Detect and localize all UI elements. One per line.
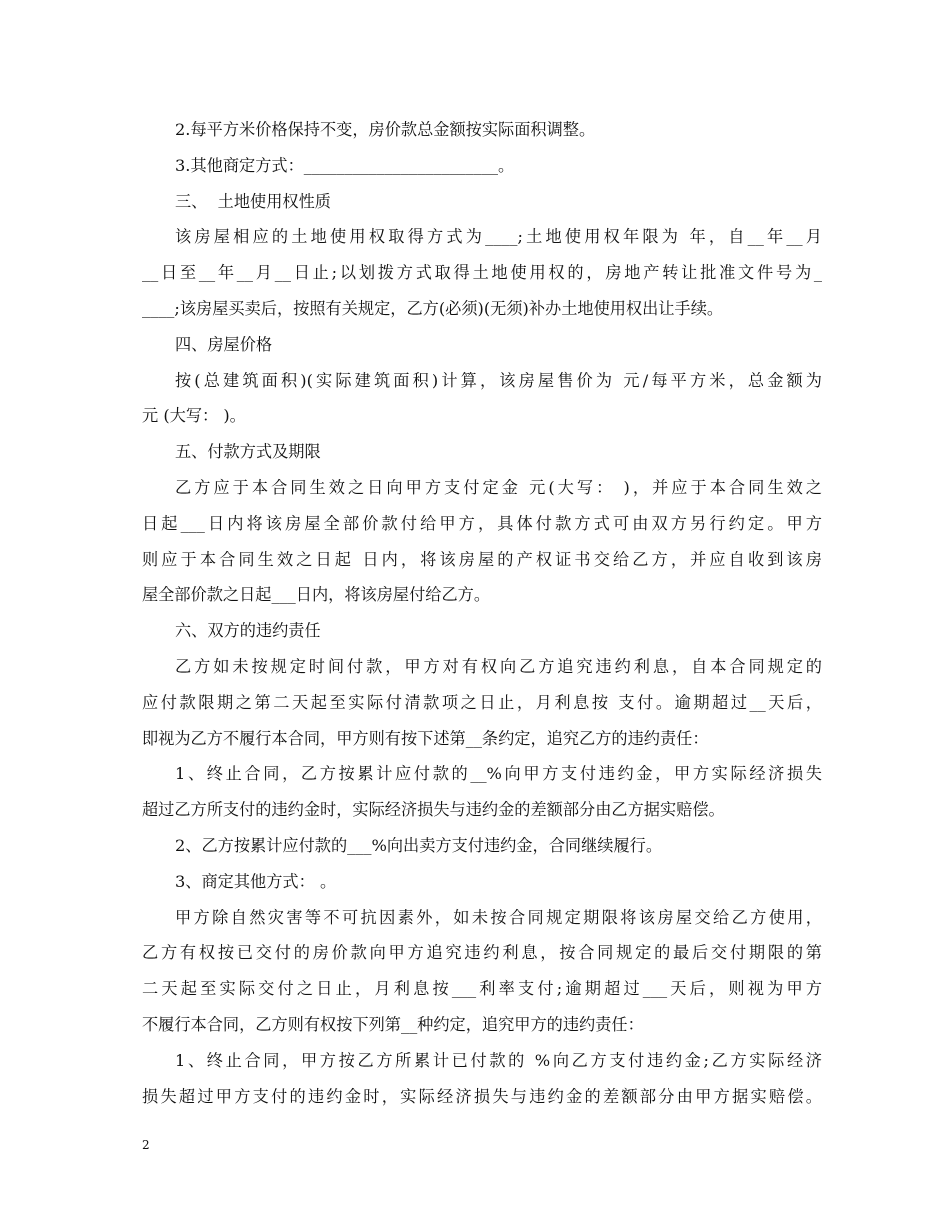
clause-line: 2、乙方按累计应付款的___%向出卖方支付违约金，合同继续履行。: [175, 835, 663, 855]
section-heading: 三、 土地使用权性质: [175, 191, 331, 211]
paragraph-line: ____;该房屋买卖后，按照有关规定，乙方(必须)(无须)补办土地使用权出让手续。: [142, 298, 724, 318]
paragraph-line: 即视为乙方不履行本合同，甲方则有按下述第__条约定，追究乙方的违约责任：: [142, 728, 709, 748]
paragraph-line: 屋全部价款之日起___日内，将该房屋付给乙方。: [142, 585, 491, 605]
paragraph-line: 应付款限期之第二天起至实际付清款项之日止，月利息按 支付。逾期超过__天后，: [142, 692, 822, 712]
paragraph-line: 该房屋相应的土地使用权取得方式为____;土地使用权年限为 年，自__年__月: [175, 227, 822, 247]
paragraph-line: 不履行本合同，乙方则有权按下列第__种约定，追究甲方的违约责任：: [142, 1014, 644, 1034]
paragraph-line: 乙方有权按已交付的房价款向甲方追究违约利息，按合同规定的最后交付期限的第: [142, 943, 822, 963]
paragraph-line: 按(总建筑面积)(实际建筑面积)计算，该房屋售价为 元/每平方米，总金额为: [175, 370, 822, 390]
paragraph-line: 甲方除自然灾害等不可抗因素外，如未按合同规定期限将该房屋交给乙方使用，: [175, 907, 822, 927]
paragraph-line: 元 (大写： )。: [142, 406, 246, 426]
page-number: 2: [142, 1138, 150, 1152]
paragraph-line: 1、终止合同，甲方按乙方所累计已付款的 %向乙方支付违约金;乙方实际经济: [175, 1050, 822, 1070]
section-heading: 四、房屋价格: [175, 334, 273, 354]
clause-line: 3、商定其他方式： 。: [175, 871, 337, 891]
clause-line: 3.其他商定方式：________________________。: [175, 155, 515, 175]
section-heading: 六、双方的违约责任: [175, 621, 321, 641]
document-body: [142, 112, 822, 1114]
paragraph-line: 日起___日内将该房屋全部价款付给甲方，具体付款方式可由双方另行约定。甲方: [142, 513, 822, 533]
paragraph-line: 损失超过甲方支付的违约金时，实际经济损失与违约金的差额部分由甲方据实赔偿。: [142, 1086, 822, 1106]
paragraph-line: 二天起至实际交付之日止，月利息按___利率支付;逾期超过___天后，则视为甲方: [142, 979, 822, 999]
clause-line: 2.每平方米价格保持不变，房价款总金额按实际面积调整。: [175, 120, 596, 139]
paragraph-line: 则应于本合同生效之日起 日内，将该房屋的产权证书交给乙方，并应自收到该房: [142, 549, 822, 569]
paragraph-line: 乙方应于本合同生效之日向甲方支付定金 元(大写： )，并应于本合同生效之: [175, 477, 822, 497]
paragraph-line: __日至__年__月__日止;以划拨方式取得土地使用权的，房地产转让批准文件号为_: [142, 263, 822, 283]
section-heading: 五、付款方式及期限: [175, 442, 321, 462]
paragraph-line: 超过乙方所支付的违约金时，实际经济损失与违约金的差额部分由乙方据实赔偿。: [142, 800, 725, 820]
paragraph-line: 乙方如未按规定时间付款，甲方对有权向乙方追究违约利息，自本合同规定的: [175, 656, 822, 676]
paragraph-line: 1、终止合同，乙方按累计应付款的__%向甲方支付违约金，甲方实际经济损失: [175, 764, 822, 784]
